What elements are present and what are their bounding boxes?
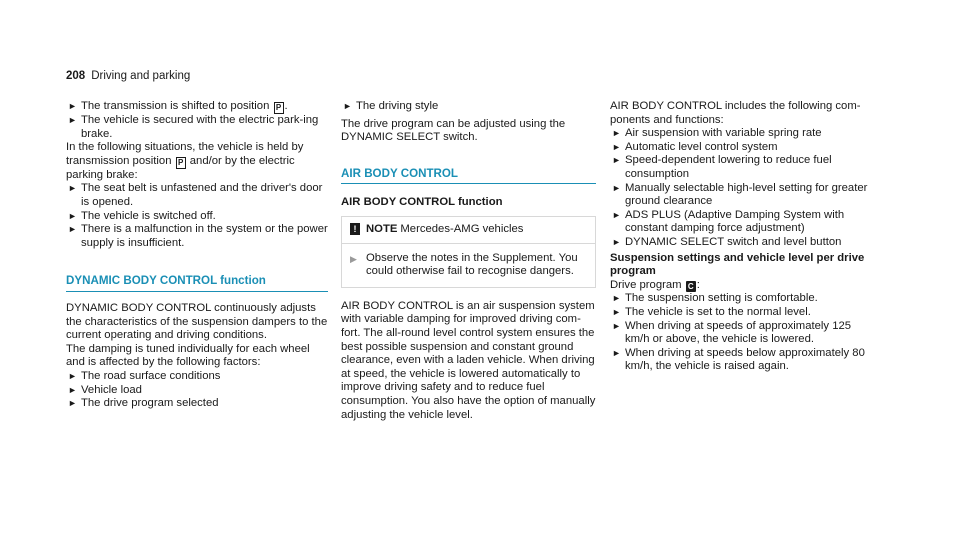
note-header (342, 217, 595, 244)
list-item: ► The driving style (343, 100, 439, 112)
column-left (66, 100, 328, 411)
drive-program-c-icon: C (686, 281, 696, 292)
note-body: ▶ Observe the notes in the Supplement. You could otherwise fail to recognise dangers. (350, 251, 578, 278)
list-item: ► The road surface conditions (68, 369, 221, 382)
held-paragraph: In the following situations, the vehicle is held by transmission position P and/or by the electric parking brake: (66, 141, 304, 181)
bullet-icon: ► (612, 306, 621, 317)
bullet-icon: ► (68, 210, 77, 221)
column-right (610, 100, 875, 374)
bullet-icon: ► (612, 347, 621, 358)
list-item: ► Automatic level control system (612, 140, 778, 153)
gear-p-icon: P (274, 102, 284, 114)
bullet-icon: ► (612, 141, 621, 152)
subheading: AIR BODY CONTROL function (341, 196, 503, 209)
gear-p-icon: P (176, 157, 186, 169)
list-item: ► The vehicle is secured with the electric park-ing brake. (68, 114, 319, 140)
bullet-icon: ► (68, 115, 77, 125)
bullet-icon: ► (343, 101, 352, 111)
bullet-icon: ► (68, 398, 77, 409)
note-label: NOTE (366, 222, 398, 235)
paragraph: AIR BODY CONTROL is an air suspension system with variable damping for improved driving com-fort. The all-round level control system ensures the best possible suspension and constant ground clearance, even with a laden vehicle. When driving at speed, the vehicle is lowered automatically to improve driving safety and to reduce fuel consumption. You also have the option of manually adjusting the vehicle level. (341, 299, 596, 421)
bullet-icon: ► (68, 384, 77, 395)
paragraph: AIR BODY CONTROL includes the following com-ponents and functions: (610, 100, 861, 126)
list-item: ► Air suspension with variable spring rate (612, 127, 822, 140)
page-header (66, 70, 190, 84)
bullet-icon: ► (612, 320, 621, 331)
note-box (341, 216, 596, 288)
list-item: ► Vehicle load (68, 383, 142, 396)
list-item: ► The suspension setting is comfortable. (612, 292, 818, 305)
section-heading-dynamic-body-control: DYNAMIC BODY CONTROL function (66, 274, 328, 292)
bullet-icon: ► (68, 370, 77, 381)
arrow-right-icon: ▶ (350, 253, 357, 264)
list-item: ► Speed-dependent lowering to reduce fuel consumption (612, 154, 832, 180)
list-item: ► The seat belt is unfastened and the driver's door is opened. (68, 182, 323, 208)
bullet-icon: ► (612, 128, 621, 139)
list-item: ► When driving at speeds below approximately 80 km/h, the vehicle is raised again. (612, 346, 865, 373)
bullet-icon: ► (612, 155, 621, 166)
warning-icon: ! (350, 223, 360, 235)
page-number: 208 (66, 70, 86, 82)
list-item: ► The vehicle is switched off. (68, 209, 216, 222)
list-item: ► Manually selectable high-level setting for greater ground clearance (612, 181, 868, 208)
section-heading-air-body-control: AIR BODY CONTROL (341, 167, 596, 185)
bullet-icon: ► (68, 101, 77, 111)
column-middle (341, 100, 596, 422)
list-item: ► The transmission is shifted to position P . (68, 100, 288, 112)
list-item: ► ADS PLUS (Adaptive Damping System with constant damping force adjustment) (612, 208, 845, 235)
paragraph: The drive program can be adjusted using the DYNAMIC SELECT switch. (341, 117, 566, 144)
bullet-icon: ► (612, 293, 621, 304)
list-item: ► The drive program selected (68, 397, 219, 410)
bullet-icon: ► (68, 224, 77, 235)
bullet-icon: ► (612, 182, 621, 193)
list-item: ► When driving at speeds of approximately 125 km/h or above, the vehicle is lowered. (612, 319, 852, 346)
bullet-icon: ► (612, 209, 621, 220)
chapter-title: Driving and parking (91, 70, 191, 82)
paragraph: DYNAMIC BODY CONTROL continuously adjusts the characteristics of the suspension dampers to the current operating and driving conditions. (66, 301, 328, 342)
bullet-icon: ► (68, 183, 77, 194)
list-item: ► There is a malfunction in the system or the power supply is insufficient. (68, 223, 328, 249)
drive-program-line: Drive program C : (610, 278, 700, 291)
list-item: ► The vehicle is set to the normal level. (612, 305, 811, 318)
bullet-icon: ► (612, 236, 621, 247)
list-item: ► DYNAMIC SELECT switch and level button (612, 235, 842, 248)
subheading: Suspension settings and vehicle level per drive program (610, 251, 865, 278)
paragraph: The damping is tuned individually for each wheel and is affected by the following factors: (66, 342, 310, 369)
note-title: Mercedes-AMG vehicles (400, 222, 524, 235)
